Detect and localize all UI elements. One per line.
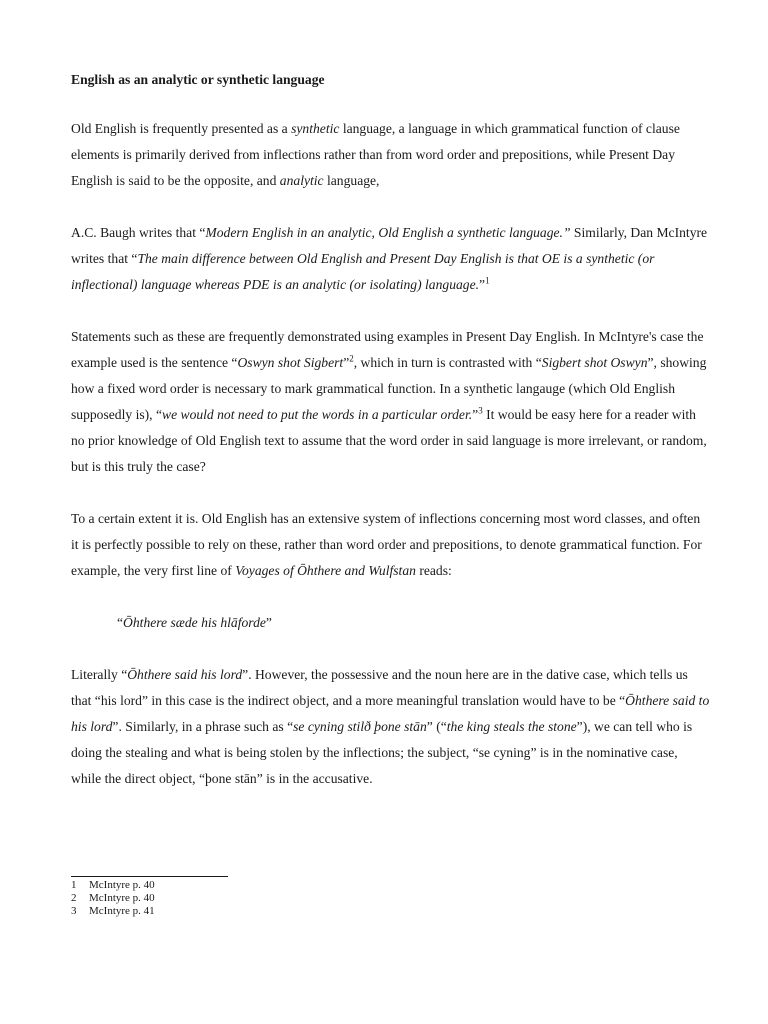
- text-run: ” (“: [426, 719, 447, 734]
- footnote-ref[interactable]: 2: [349, 353, 354, 364]
- text-run: , which in turn is contrasted with “: [353, 355, 542, 370]
- text-run: ”, showing how a fixed word order is necessary to mark grammatical function. In a synthetic langauge (which Old English supposedly is), “: [71, 355, 707, 422]
- text-run: Similarly, Dan McIntyre writes that “: [71, 225, 708, 266]
- footnote-item: [71, 892, 155, 905]
- paragraph-2: [71, 220, 711, 298]
- footnote-number: 3: [71, 905, 77, 917]
- italic-run: analytic: [279, 173, 324, 188]
- text-run: ”. Similarly, in a phrase such as “: [112, 719, 294, 734]
- document-body: [71, 70, 711, 818]
- footnote-text: McIntyre p. 40: [89, 892, 155, 904]
- document-title: English as an analytic or synthetic language: [71, 72, 325, 87]
- text-run: Old English is frequently presented as a: [71, 121, 292, 136]
- text-run: It would be easy here for a reader with no prior knowledge of Old English text to assume that the word order in said language is more irrelevant, or random, but is this truly the case?: [71, 407, 707, 474]
- text-run: Statements such as these are frequently demonstrated using examples in Present Day English. In McIntyre's case the example used is the sentence “: [71, 329, 704, 370]
- paragraph-4: [71, 506, 711, 584]
- footnote-item: [71, 905, 155, 918]
- footnote-item: [71, 879, 155, 892]
- footnote-number: 2: [71, 892, 77, 904]
- text-run: language, a language in which grammatical function of clause elements is primarily derived from inflections rather than from word order and prepositions, while Present Day English is said to be the opposite, and: [71, 121, 680, 188]
- text-run: ”. However, the possessive and the noun here are in the dative case, which tells us that “his lord” in this case is the indirect object, and a more meaningful translation would have to be “: [71, 667, 688, 708]
- quote-mark: “: [117, 615, 124, 630]
- text-run: reads:: [415, 563, 452, 578]
- footnotes: [71, 879, 155, 918]
- text-run: To a certain extent it is. Old English has an extensive system of inflections concerning most word classes, and often it is perfectly possible to rely on these, rather than word order and prepositions, to denote grammatical function. For example, the very first line of: [71, 511, 702, 578]
- text-run: A.C. Baugh writes that “: [71, 225, 206, 240]
- paragraph-1: [71, 116, 711, 194]
- quote-text: Ōhthere sæde his hlāforde: [123, 615, 266, 630]
- quote-mark: ”: [265, 615, 272, 630]
- italic-run: Ōhthere said his lord: [127, 667, 243, 682]
- italic-run: synthetic: [291, 121, 340, 136]
- footnote-text: McIntyre p. 41: [89, 905, 155, 917]
- italic-run: The main difference between Old English and Present Day English is that OE is a synthetic (or inflectional) language whereas PDE is an analytic (or isolating) language.: [71, 251, 655, 292]
- italic-run: Ōhthere said to his lord: [71, 693, 710, 734]
- text-run: ”: [343, 355, 350, 370]
- italic-run: Sigbert shot Oswyn: [541, 355, 648, 370]
- italic-run: Modern English in an analytic, Old English a synthetic language.”: [205, 225, 571, 240]
- block-quote: [117, 610, 711, 636]
- footnote-divider: [71, 876, 228, 877]
- paragraph-3: [71, 324, 711, 480]
- text-run: ”: [472, 407, 479, 422]
- text-run: Literally “: [71, 667, 128, 682]
- paragraph-5: [71, 662, 711, 792]
- italic-run: se cyning stilð þone stān: [293, 719, 427, 734]
- italic-run: we would not need to put the words in a particular order.: [162, 407, 473, 422]
- italic-run: the king steals the stone: [446, 719, 577, 734]
- footnote-ref[interactable]: 3: [478, 405, 483, 416]
- footnote-ref[interactable]: 1: [485, 275, 490, 286]
- text-run: language,: [323, 173, 380, 188]
- text-run: ”), we can tell who is doing the stealing and what is being stolen by the inflections; the subject, “se cyning” is in the nominative case, while the direct object, “þone stān” is in the accusative.: [71, 719, 693, 786]
- italic-run: Voyages of Ōhthere and Wulfstan: [235, 563, 416, 578]
- footnote-text: McIntyre p. 40: [89, 879, 155, 891]
- italic-run: Oswyn shot Sigbert: [237, 355, 344, 370]
- footnote-number: 1: [71, 879, 77, 891]
- text-run: ”: [479, 277, 486, 292]
